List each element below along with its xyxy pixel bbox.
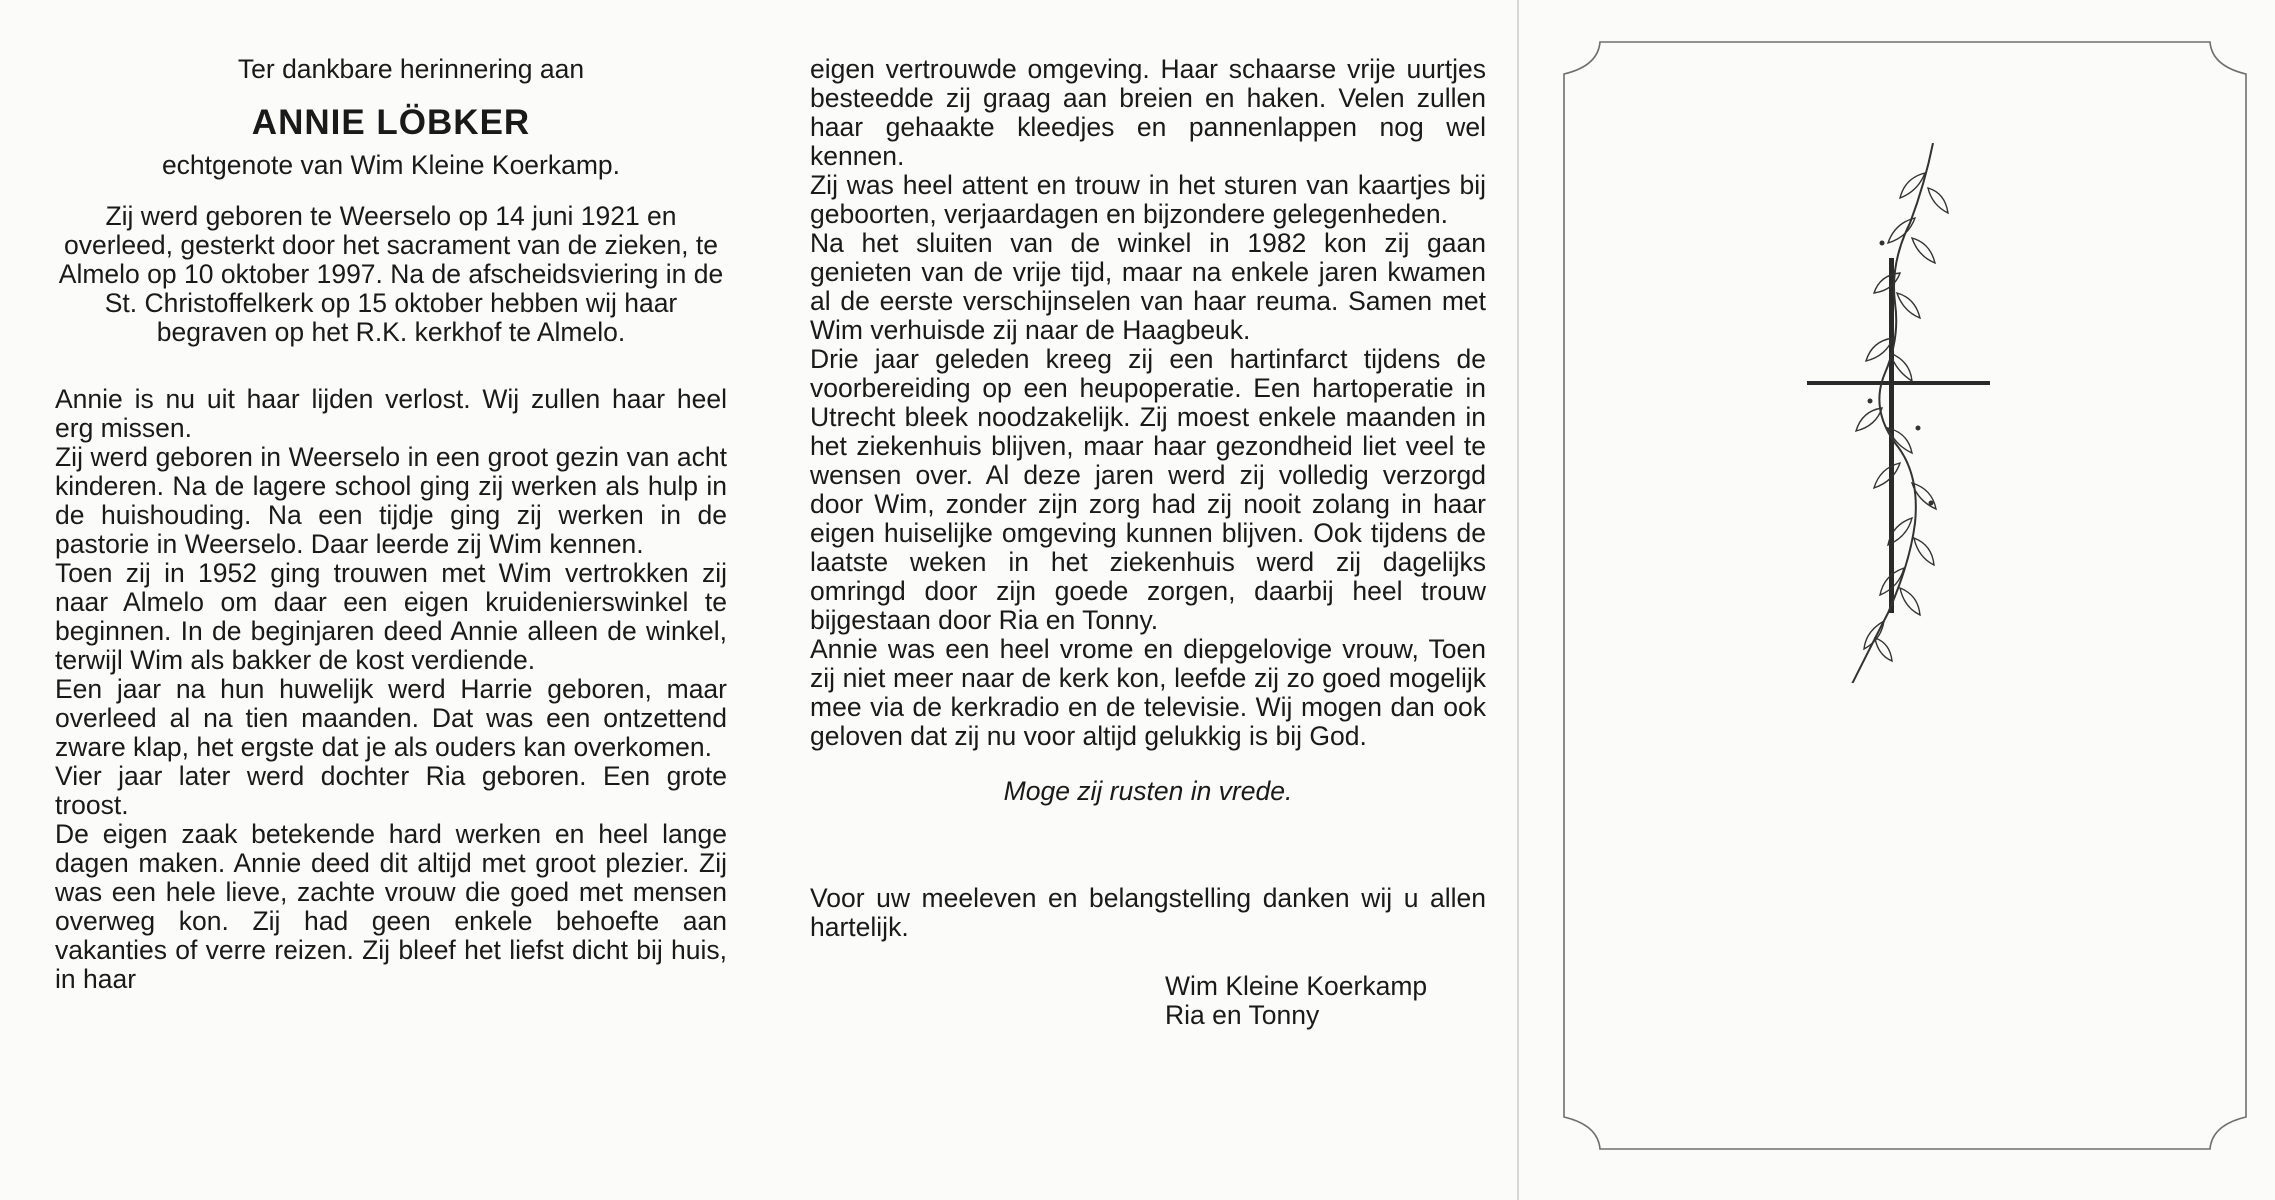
biography-paragraph: Vier jaar later werd dochter Ria geboren. Een grote troost.: [55, 761, 727, 820]
signature-line: Ria en Tonny: [1165, 1000, 1320, 1030]
biography-paragraph: Annie is nu uit haar lijden verlost. Wij zullen haar heel erg missen.: [55, 384, 727, 443]
biography-paragraph: Annie was een heel vrome en diepgelovige vrouw, Toen zij niet meer naar de kerk kon, leefde zij zo goed mogelijk mee via de kerkradio en de televisie. Wij mogen dan ook geloven dat zij nu voor altijd gelukkig is bij God.: [810, 634, 1486, 751]
signature-line: Wim Kleine Koerkamp: [1165, 971, 1428, 1001]
deceased-name: ANNIE LÖBKER: [251, 103, 531, 142]
middle-column: [810, 55, 1486, 1030]
thanks-paragraph: Voor uw meeleven en belangstelling danken wij u allen hartelijk.: [810, 883, 1486, 942]
signature: [1165, 972, 1486, 1030]
left-column: [55, 55, 727, 994]
cross-with-palm-branch-icon: [1800, 143, 2000, 683]
spouse-line: echtgenote van Wim Kleine Koerkamp.: [161, 150, 621, 180]
cover-panel: [1560, 38, 2250, 1153]
prayer-line: Moge zij rusten in vrede.: [1003, 776, 1293, 806]
birth-death-paragraph: Zij werd geboren te Weerselo op 14 juni 1921 en overleed, gesterkt door het sacrament van de zieken, te Almelo op 10 oktober 1997. Na de afscheidsviering in de St. Christoffelkerk op 15 oktober hebben wij haar begraven op het R.K. kerkhof te Almelo.: [58, 201, 724, 347]
biography-paragraph: Een jaar na hun huwelijk werd Harrie geboren, maar overleed al na tien maanden. Dat was een ontzettend zware klap, het ergste dat je als ouders kan overkomen.: [55, 674, 727, 762]
biography-paragraph: Toen zij in 1952 ging trouwen met Wim vertrokken zij naar Almelo om daar een eigen kruidenierswinkel te beginnen. In de beginjaren deed Annie alleen de winkel, terwijl Wim als bakker de kost verdiende.: [55, 558, 727, 675]
fold-divider: [1517, 0, 1519, 1200]
biography-paragraph: eigen vertrouwde omgeving. Haar schaarse vrije uurtjes besteedde zij graag aan breien en haken. Velen zullen haar gehaakte kleedjes en pannenlappen nog wel kennen.: [810, 54, 1486, 171]
intro-line: Ter dankbare herinnering aan: [237, 54, 585, 84]
biography-paragraph: Zij was heel attent en trouw in het sturen van kaartjes bij geboorten, verjaardagen en bijzondere gelegenheden.: [810, 170, 1486, 229]
biography-paragraph: Na het sluiten van de winkel in 1982 kon zij gaan genieten van de vrije tijd, maar na enkele jaren kwamen al de eerste verschijnselen van haar reuma. Samen met Wim verhuisde zij naar de Haagbeuk.: [810, 228, 1486, 345]
biography-paragraph: Zij werd geboren in Weerselo in een groot gezin van acht kinderen. Na de lagere school ging zij werken als hulp in de huishouding. Na een tijdje ging zij werken in de pastorie in Weerselo. Daar leerde zij Wim kennen.: [55, 442, 727, 559]
biography-paragraph: Drie jaar geleden kreeg zij een hartinfarct tijdens de voorbereiding op een heupoperatie. Een hartoperatie in Utrecht bleek noodzakelijk. Zij moest enkele maanden in het ziekenhuis blijven, maar haar gezondheid liet veel te wensen over. Al deze jaren werd zij volledig verzorgd door Wim, zonder zijn zorg had zij nooit zolang in haar eigen huiselijke omgeving kunnen blijven. Ook tijdens de laatste weken in het ziekenhuis werd zij dagelijks omringd door zijn goede zorgen, daarbij heel trouw bijgestaan door Ria en Tonny.: [810, 344, 1486, 635]
biography-paragraph: De eigen zaak betekende hard werken en heel lange dagen maken. Annie deed dit altijd met groot plezier. Zij was een hele lieve, zachte vrouw die goed met mensen overweg kon. Zij had geen enkele behoefte aan vakanties of verre reizen. Zij bleef het liefst dicht bij huis, in haar: [55, 819, 727, 994]
